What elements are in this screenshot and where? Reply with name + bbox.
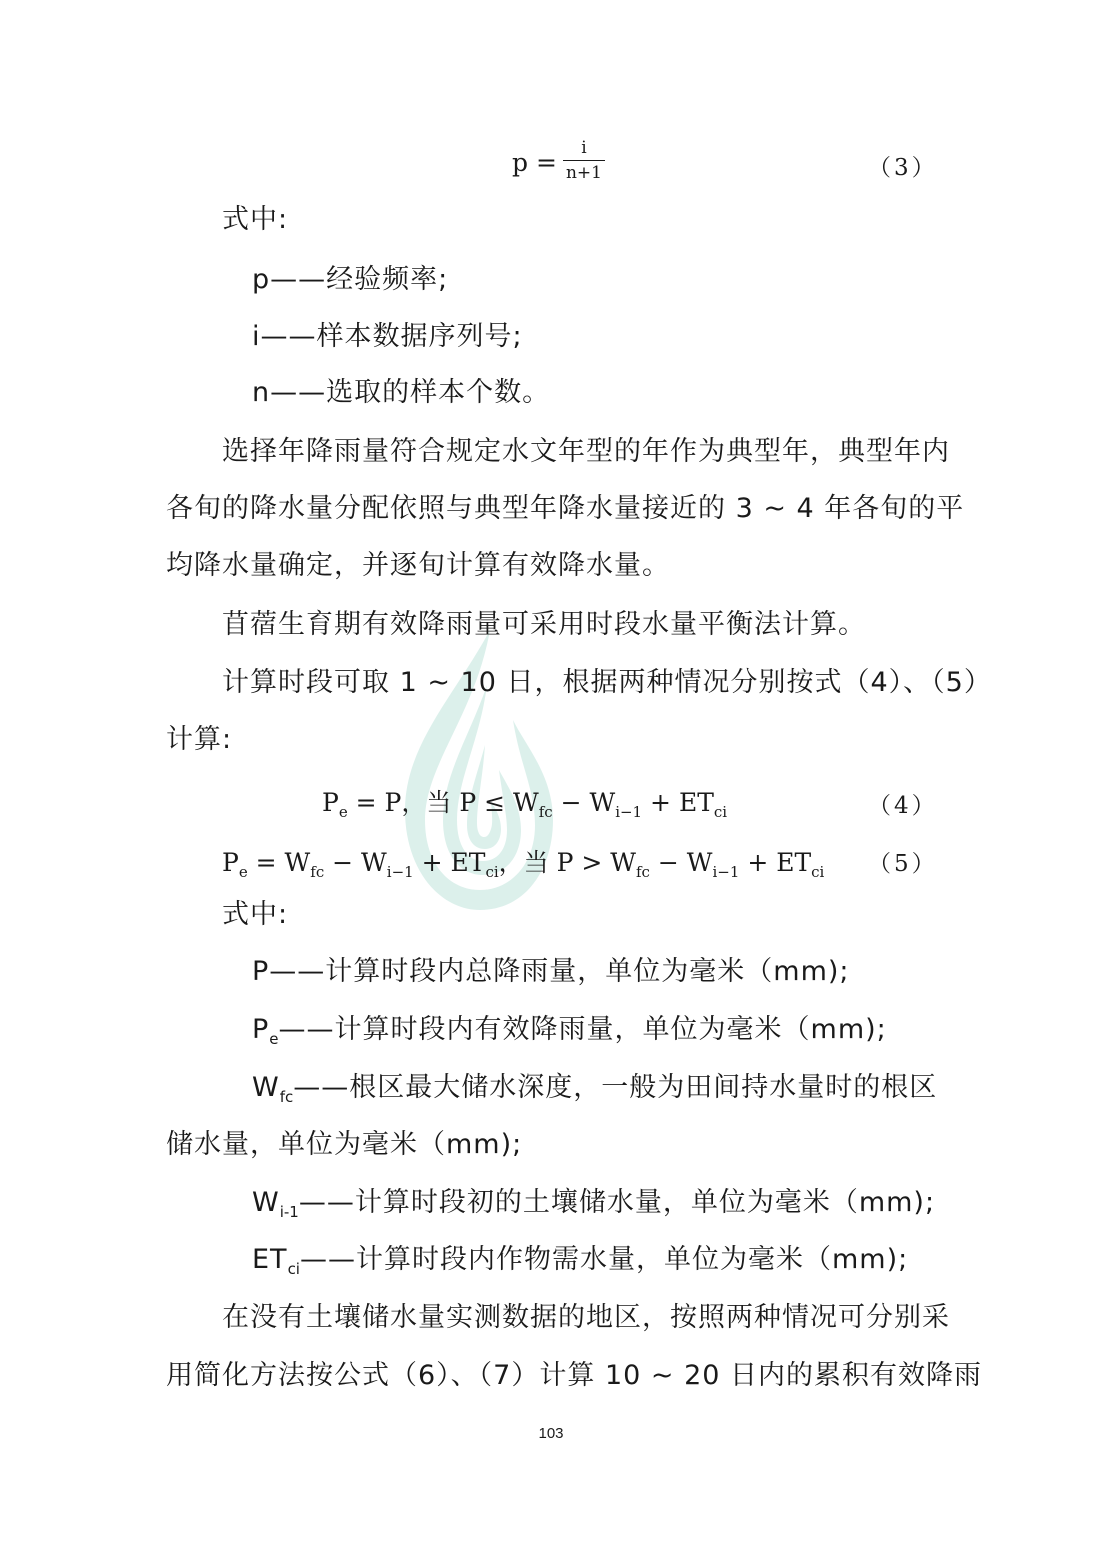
eq3-numerator: i [581, 138, 587, 158]
para1-line-3: 均降水量确定，并逐旬计算有效降水量。 [166, 550, 670, 581]
eq5-formula: $P_e = W_{fc} - W_{i-1} + ET_{ci}$，当 $P > W_{fc} - W_{i-1} + ET_{ci}$ [222, 848, 825, 881]
eq5-number: （5） [868, 851, 938, 877]
def-Wi: $W_{i-1}——$计算时段初的土壤储水量，单位为毫米（mm); [252, 1187, 936, 1221]
para3-line-2: 计算: [166, 724, 233, 755]
eq4-formula: $P_e = P$，当 $P \le W_{fc} - W_{i-1} + ET_{ci}$ [322, 788, 728, 821]
para1-line-2: 各旬的降水量分配依照与典型年降水量接近的 3 ~ 4 年各旬的平 [166, 493, 965, 524]
def-i: i——样本数据序列号; [252, 321, 523, 352]
def-Pe: $P_e——$计算时段内有效降雨量，单位为毫米（mm); [252, 1014, 887, 1048]
eq3-fraction [563, 138, 605, 183]
eq3-lhs: p = [512, 148, 557, 177]
eq3-fraction-bar [563, 160, 605, 161]
def-p: p——经验频率; [252, 264, 449, 295]
para1-line-1: 选择年降雨量符合规定水文年型的年作为典型年，典型年内 [222, 436, 950, 467]
def-P: P——计算时段内总降雨量，单位为毫米（mm); [252, 956, 850, 987]
eq4-number: （4） [868, 793, 938, 819]
defs2-label: 式中: [222, 899, 289, 930]
para2: 苜蓿生育期有效降雨量可采用时段水量平衡法计算。 [222, 609, 866, 640]
def-ETci: $ET_{ci}——$计算时段内作物需水量，单位为毫米（mm); [252, 1244, 909, 1278]
def-Wfc-continued: 储水量，单位为毫米（mm); [166, 1129, 523, 1160]
def-Wfc: $W_{fc}——$根区最大储水深度，一般为田间持水量时的根区 [252, 1072, 938, 1106]
para4-line-2: 用简化方法按公式（6）、（7）计算 10 ~ 20 日内的累积有效降雨 [166, 1360, 983, 1391]
page-number: 103 [538, 1425, 564, 1442]
eq3-number: （3） [868, 155, 938, 181]
eq3-denominator: n+1 [565, 163, 602, 183]
def-n: n——选取的样本个数。 [252, 377, 551, 408]
para3-line-1: 计算时段可取 1 ~ 10 日，根据两种情况分别按式（4）、（5） [222, 667, 992, 698]
para4-line-1: 在没有土壤储水量实测数据的地区，按照两种情况可分别采 [222, 1302, 950, 1333]
defs1-label: 式中: [222, 204, 289, 235]
